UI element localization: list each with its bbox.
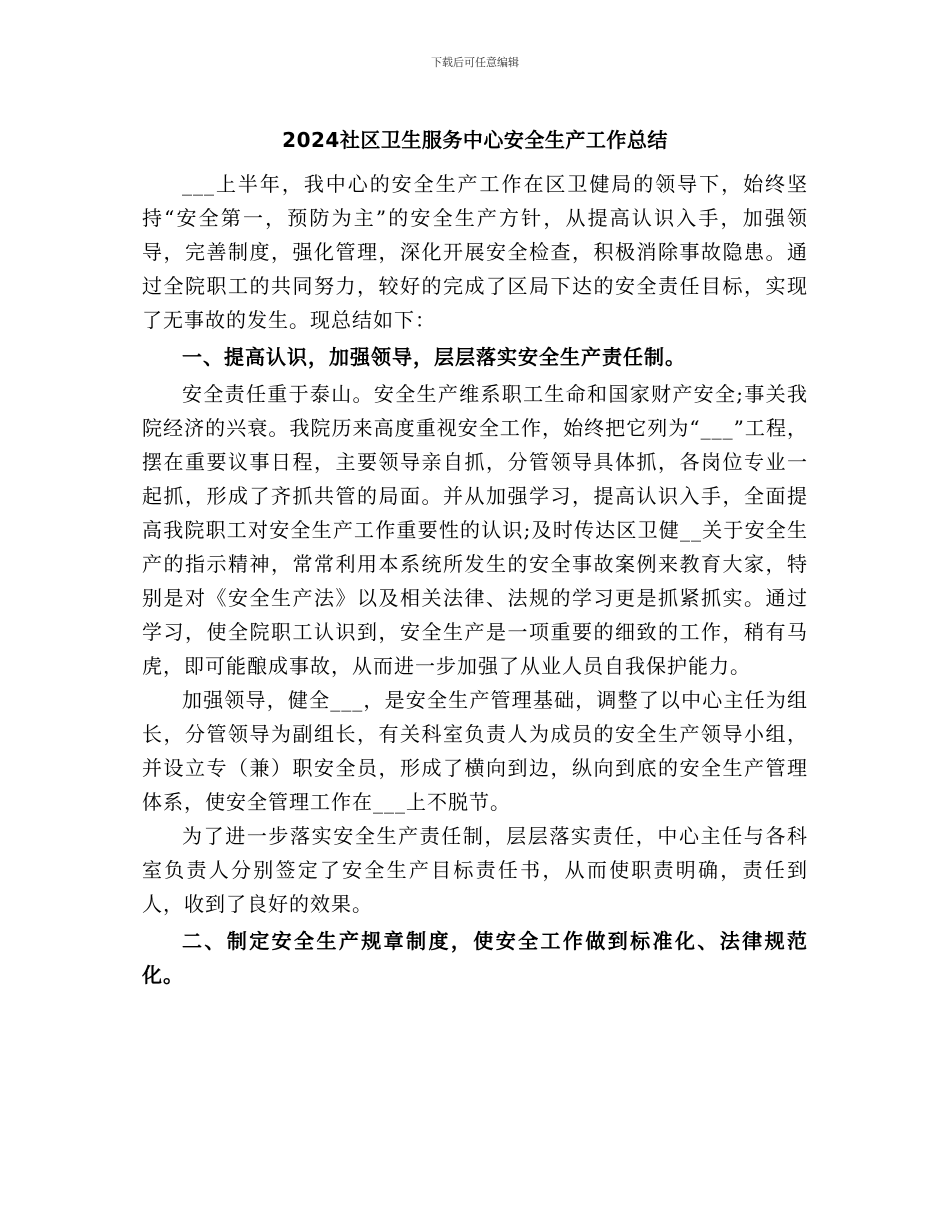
paragraph-leadership: 加强领导，健全___，是安全生产管理基础，调整了以中心主任为组长，分管领导为副组长，有关科室负责人为成员的安全生产领导小组，并设立专（兼）职安全员，形成了横向到边，纵向到底的安全生产管理体系，使安全管理工作在___上不脱节。 [142, 688, 808, 814]
section-heading-2: 二、制定安全生产规章制度，使安全工作做到标准化、法律规范化。 [142, 929, 808, 987]
paragraph-responsibility: 安全责任重于泰山。安全生产维系职工生命和国家财产安全;事关我院经济的兴衰。我院历来高度重视安全工作，始终把它列为“___”工程，摆在重要议事日程，主要领导亲自抓，分管领导具体抓，各岗位专业一起抓，形成了齐抓共管的局面。并从加强学习，提高认识入手，全面提高我院职工对安全生产工作重要性的认识;及时传达区卫健__关于安全生产的指示精神，常常利用本系统所发生的安全事故案例来教育大家，特别是对《安全生产法》以及相关法律、法规的学习更是抓紧抓实。通过学习，使全院职工认识到，安全生产是一项重要的细致的工作，稍有马虎，即可能酿成事故，从而进一步加强了从业人员自我保护能力。 [142, 382, 808, 678]
document-title: 2024社区卫生服务中心安全生产工作总结 [282, 128, 668, 152]
document-body [142, 167, 808, 995]
section-heading-1: 一、提高认识，加强领导，层层落实安全生产责任制。 [182, 345, 686, 369]
header-note: 下载后可任意编辑 [431, 56, 519, 69]
paragraph-intro: ___上半年，我中心的安全生产工作在区卫健局的领导下，始终坚持“安全第一，预防为主”的安全生产方针，从提高认识入手，加强领导，完善制度，强化管理，深化开展安全检查，积极消除事故隐患。通过全院职工的共同努力，较好的完成了区局下达的安全责任目标，实现了无事故的发生。现总结如下： [142, 172, 808, 332]
paragraph-accountability: 为了进一步落实安全生产责任制，层层落实责任，中心主任与各科室负责人分别签定了安全生产目标责任书，从而使职责明确，责任到人，收到了良好的效果。 [142, 824, 808, 916]
